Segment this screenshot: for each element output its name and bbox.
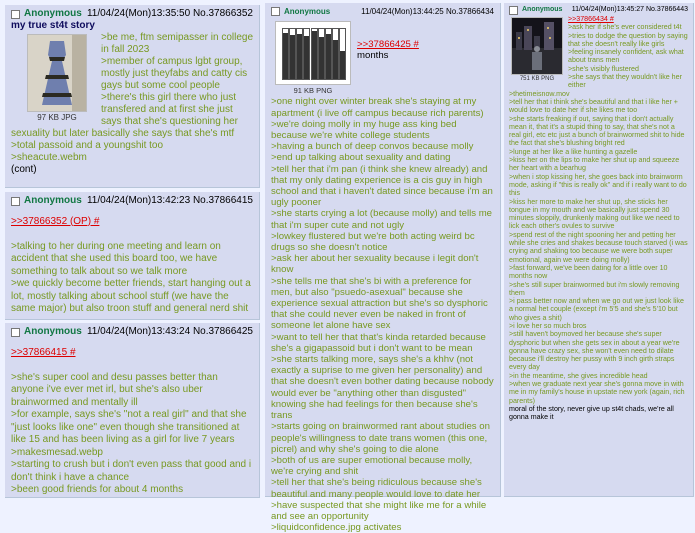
post-header	[11, 8, 253, 20]
greentext-line: >feeling insanely confident, ask what about trans men	[568, 48, 684, 65]
post-header	[11, 195, 253, 208]
text-line: (cont)	[11, 164, 37, 175]
post-date-number[interactable]: 11/04/24(Mon)13:44:25 No.37866434	[361, 7, 494, 16]
file-size: 751 KB PNG	[519, 76, 555, 82]
thumbnail-bar-fill	[283, 33, 288, 79]
greentext-line: >talking to her during one meeting and learn on accident that she used this board too, we have something to talk about so we talk more	[11, 240, 221, 277]
poster-name: Anonymous	[24, 8, 82, 19]
greentext-line: >we quickly become better friends, start hanging out a lot, mostly talking about school stuff (we have the same major) but also troon stuff and general nerd shit	[11, 278, 251, 314]
text-line	[11, 359, 253, 372]
quote-link[interactable]: >>37866415 #	[11, 346, 76, 358]
post-thumbnail[interactable]	[19, 34, 95, 124]
post-select-checkbox[interactable]	[11, 10, 20, 19]
file-size: 91 KB PNG	[293, 86, 333, 96]
post-thumbnail[interactable]	[509, 17, 565, 83]
thread-subject: my true st4t story	[11, 20, 95, 31]
thumbnail-bar	[296, 28, 303, 80]
post-date-number[interactable]: 11/04/24(Mon)13:42:23 No.37866415	[86, 195, 253, 206]
greentext-line: >when i stop kissing her, she goes back into brainworm mode, asking if "this is really ok" and if i really want to do this	[509, 172, 687, 198]
post-header	[509, 6, 688, 15]
post-header	[11, 326, 253, 339]
thumbnail-bar-fill	[312, 31, 317, 79]
thumbnail-bar	[318, 28, 325, 80]
post-37866434	[265, 3, 501, 533]
post-37866415	[5, 192, 260, 320]
greentext-line: >one night over winter break she's staying at my apartment (i live off campus because rich parents)	[271, 96, 484, 119]
poster-name: Anonymous	[284, 7, 331, 16]
greentext-line: >starts going on brainwormed rant about studies on people's willingness to date trans women (this one, picrel) and why she's going to die alone	[271, 421, 490, 455]
poster-name: Anonymous	[24, 195, 82, 206]
greentext-line: >she starts crying a lot (because molly) and tells me that i'm super cute and not ugly	[271, 208, 493, 231]
greentext-line: >spend rest of the night spooning her and petting her while she cries and shakes because touch starved (i was crying and shaking too because we were both super emotional, again we were doing molly)	[509, 230, 688, 264]
greentext-line: >she's super cool and desu passes better than anyone i've ever met irl, but she's also uber brainwormed and mentally ill	[11, 371, 218, 408]
post-header	[271, 6, 494, 17]
post-date-number[interactable]: 11/04/24(Mon)13:43:24 No.37866425	[86, 326, 253, 337]
greentext-line: >be me, ftm semipasser in college in fall 2023	[101, 32, 254, 55]
post-select-checkbox[interactable]	[509, 6, 518, 15]
thumbnail-bar	[325, 28, 332, 80]
poster-name: Anonymous	[522, 6, 563, 14]
greentext-line: >having a bunch of deep convos because molly	[271, 141, 474, 153]
greentext-line: >we're doing molly in my huge ass king bed because we're white college students	[271, 118, 457, 142]
greentext-line: >starting to crush but i don't even pass that good and i don't think i have a chance	[11, 459, 252, 483]
greentext-line: >ask her about her sexuality because i legit don't know	[271, 253, 479, 276]
thumbnail-bar-fill	[319, 37, 324, 79]
greentext-line: >both of us are super emotional because molly, we're crying and shit	[271, 454, 473, 478]
post-thumbnail[interactable]	[273, 21, 353, 96]
thumbnail-bar	[332, 28, 339, 80]
thumbnail-bar-fill	[340, 51, 345, 79]
greentext-line: >she tells me that she's bi with a preference for men, but also "psuedo-asexual" because she experience sexual attraction but she's so dysphoric that she could never even be naked in front of someone let alone have sex	[271, 275, 488, 332]
text-line: months	[357, 50, 389, 62]
post-date-number[interactable]: 11/04/24(Mon)13:35:50 No.37866352	[86, 8, 253, 19]
greentext-line: >still haven't boymoved her because she's super dysphoric but when she gets sex in about a year we're gonna have crazy sex, she won't even need to dilate because i'll destroy her pussy with 9 inch girth straps every day	[509, 330, 680, 372]
greentext-line: >want to tell her that that's kinda retarded because she's a gigapassoid but i don't want to be mean	[271, 331, 486, 354]
thumbnail-bar-fill	[297, 34, 302, 79]
poster-name: Anonymous	[24, 326, 82, 337]
greentext-line: >i pass better now and when we go out we just look like a normal het couple (except i'm 5'5 and she's 5'10 but who gives a shit)	[509, 297, 684, 322]
greentext-line: >thetimeisnow.mov	[509, 89, 570, 98]
greentext-line: >lunge at her like a like hunting a gazelle	[509, 147, 638, 156]
text-line	[11, 228, 253, 241]
post-37866443	[504, 3, 694, 497]
greentext-line: >when we graduate next year she's gonna move in with me in my family's house in upstate new york (again, rich parents)	[509, 380, 685, 405]
greentext-line: >liquidconfidence.jpg activates	[271, 522, 402, 533]
greentext-line: >i love her so much bros	[509, 321, 587, 330]
thumbnail-bar	[339, 28, 346, 80]
greentext-line: >there's this girl there who just transfered and at first she just says that she's questioning her sexuality but later basically she says that she's mtf	[11, 92, 238, 139]
post-select-checkbox[interactable]	[11, 197, 20, 206]
greentext-line: >been good friends for about 4 months	[11, 484, 184, 495]
dress-photo-icon[interactable]	[27, 34, 87, 112]
post-message	[271, 96, 494, 533]
greentext-line: >kiss her more to make her shut up, she sticks her tongue in my mouth and we basically just spend 30 minutes sloppily, drunkenly making out like we need to lick each other's ovules to survive	[509, 197, 680, 231]
post-37866352	[5, 5, 260, 188]
post-37866425	[5, 323, 260, 498]
greentext-line: >tries to dodge the question by saying that she doesn't really like girls	[568, 31, 688, 48]
thumbnail-bar	[311, 28, 318, 80]
quote-link[interactable]: >>37866434 #	[568, 15, 614, 23]
greentext-line: >kiss her on the lips to make her shut up and squeeze her heart with a bearhug	[509, 156, 680, 173]
post-select-checkbox[interactable]	[271, 7, 280, 16]
greentext-line: >tell her that i think she's beautiful and that i like her + would love to date her if she likes me too	[509, 97, 678, 115]
greentext-line: >tell her that i'm pan (i think she knew already) and that my only dating experience is a cis guy in high school and that i haven't dated since because i'm an ugly pooner	[271, 163, 493, 209]
file-size: 97 KB JPG	[37, 113, 77, 122]
greentext-line: >have suspected that she might like me for a while and see an opportunity	[271, 499, 487, 522]
city-night-photo-icon[interactable]	[511, 17, 563, 75]
greentext-line: >fast forward, we've been dating for a little over 10 months now	[509, 263, 668, 281]
greentext-line: >end up talking about sexuality and dating	[271, 152, 451, 164]
post-message	[11, 347, 253, 497]
thumbnail-bar-fill	[290, 35, 295, 79]
greentext-line: >in the meantime, she gives incredible head	[509, 371, 648, 380]
post-select-checkbox[interactable]	[11, 328, 20, 337]
greentext-line: >she starts talking more, says she's a khhv (not exactly a suprise to me given her personality) and that she doesn't even bother dating because nobody would ever be "anything other than disgusted" knowing she had feelings for then because she's trans	[271, 354, 494, 422]
thumbnail-bar-fill	[333, 40, 338, 79]
thumbnail-bar	[303, 28, 310, 80]
greentext-line: >lowkey flustered but we're both acting weird bc drugs so she doesn't notice	[271, 230, 475, 254]
greentext-line: >member of campus lgbt group, mostly just theyfabs and catty cis gays but some cool people	[101, 56, 248, 91]
greentext-line: >total passoid and a youngshit too	[11, 140, 164, 151]
text-line: moral of the story, never give up st4t chads, we're all gonna make it	[509, 404, 674, 422]
greentext-line: >sheacute.webm	[11, 152, 87, 163]
greentext-line: >she says that they wouldn't like her either	[568, 73, 682, 90]
post-message	[11, 216, 253, 316]
greentext-line: >makesmesad.webp	[11, 446, 103, 458]
greentext-line: >she starts freaking if out, saying that i don't actually mean it, that it's a stupid thing to say, that she's not a real girl, etc etc just a bunch of brainwormed shit to hide the fact that she's blushing bright red	[509, 114, 685, 148]
greentext-line: >she's still super brainwormed but i'm slowly removing them	[509, 280, 680, 297]
thumbnail-bar	[289, 28, 296, 80]
greentext-line: >ask her if she's ever considered t4t	[568, 23, 682, 32]
bar-chart-thumbnail-icon[interactable]	[275, 21, 351, 85]
greentext-line: >tell her that she's being ridiculous because she's beautiful and many people would love to date her	[271, 477, 482, 500]
thumbnail-bar-fill	[326, 34, 331, 79]
quote-link[interactable]: >>37866352 (OP) #	[11, 215, 100, 227]
greentext-line: >she's visibly flustered	[568, 64, 639, 73]
thumbnail-bar-fill	[304, 36, 309, 79]
greentext-line: >for example, says she's "not a real girl" and that she "just looks like one" even though she transitioned at like 15 and has been living as a girl for live 7 years	[11, 409, 247, 445]
quote-link[interactable]: >>37866425 #	[357, 39, 419, 51]
post-date-number[interactable]: 11/04/24(Mon)13:45:27 No.37866443	[571, 6, 688, 14]
thumbnail-bar	[282, 28, 289, 80]
